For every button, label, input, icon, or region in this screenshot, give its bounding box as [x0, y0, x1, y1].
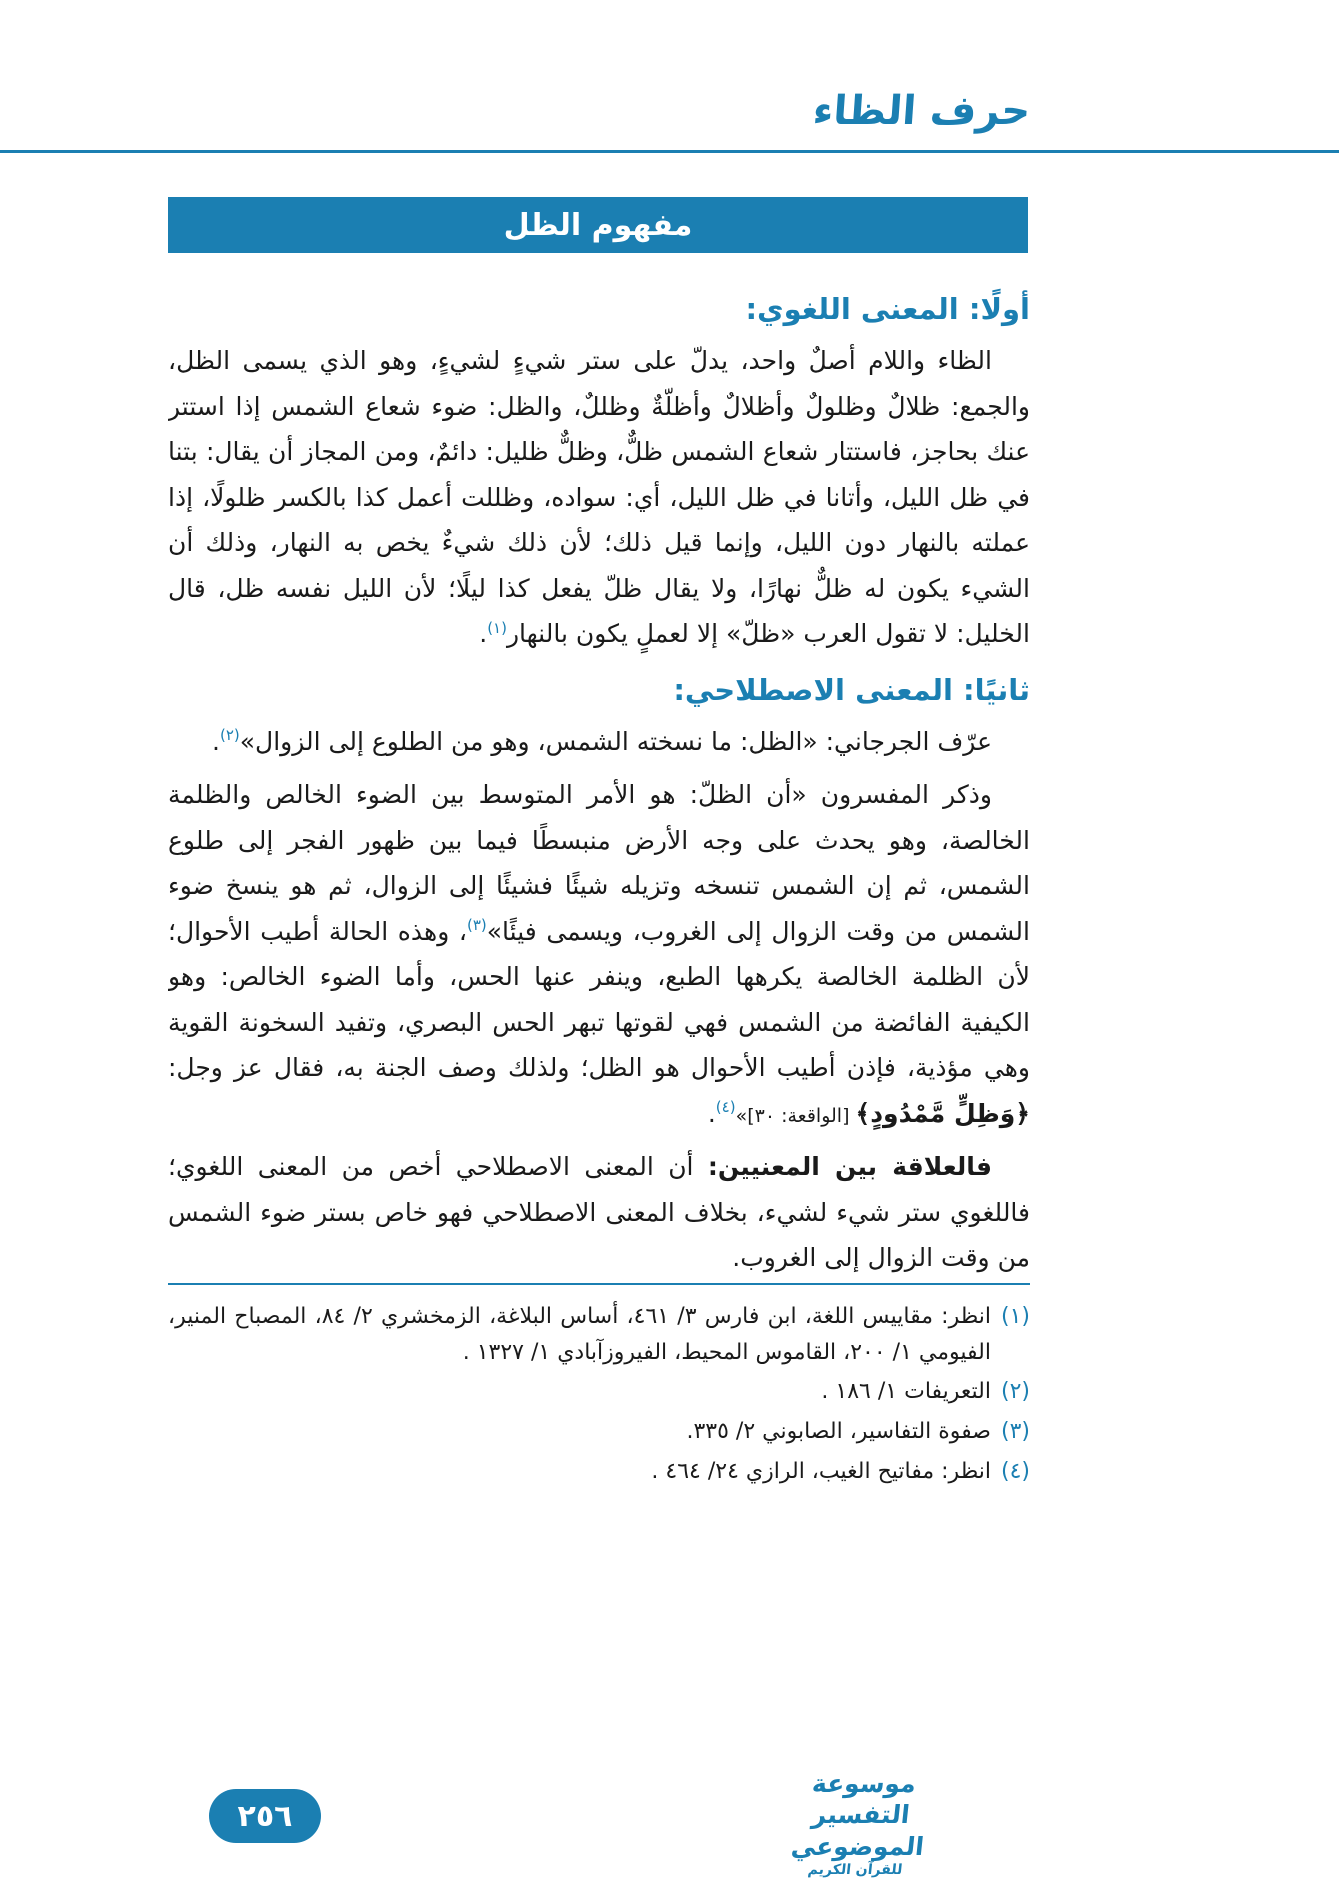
footnote-marker: (٢)	[1000, 1379, 1030, 1405]
footnote-item	[168, 1374, 1030, 1410]
publisher-emblem	[754, 1768, 966, 1878]
footnote-marker: (٣)	[1000, 1418, 1030, 1444]
sentence-period: .	[479, 619, 488, 648]
footnote-ref-1: (١)	[487, 618, 507, 637]
page-number-badge	[209, 1789, 321, 1843]
publisher-emblem-title: موسوعة التفسير الموضوعي	[789, 1769, 926, 1861]
paragraph-mufassirun-part-b: ، وهذه الحالة أطيب الأحوال؛ لأن الظلمة الخالصة يكرهها الطبع، وينفر عنها الحس، وأما الضوء الخالص: وهو الكيفية الفائضة من الشمس فهي لقوتها تبهر الحس البصري، وتفيد السخونة القوية وهي مؤذية، فإذن أطيب الأحوال هو الظل؛ ولذلك وصف الجنة به، فقال عز وجل:	[168, 916, 1030, 1082]
paragraph-mufassirun	[168, 772, 1030, 1136]
footnote-ref-3: (٣)	[466, 916, 487, 935]
footnote-item	[168, 1454, 1030, 1490]
chapter-heading-calligraphy: حرف الظاء	[811, 88, 1032, 134]
footnote-item	[168, 1299, 1030, 1370]
paragraph-jurjani-text: عرّف الجرجاني: «الظل: ما نسخته الشمس، وهو من الطلوع إلى الزوال»	[239, 726, 992, 756]
publisher-emblem-subtitle: للقرآن الكريم	[806, 1861, 904, 1878]
footnote-item	[168, 1414, 1030, 1450]
footnote-text: انظر: مفاتيح الغيب، الرازي ٢٤/ ٤٦٤ .	[651, 1458, 991, 1484]
footnote-marker: (٤)	[1000, 1458, 1030, 1484]
footnote-text: صفوة التفاسير، الصابوني ٢/ ٣٣٥.	[686, 1418, 991, 1444]
article-body	[168, 276, 1030, 1278]
footnote-text: انظر: مقاييس اللغة، ابن فارس ٣/ ٤٦١، أساس البلاغة، الزمخشري ٢/ ٨٤، المصباح المنير، الفيومي ١/ ٢٠٠، القاموس المحيط، الفيروزآبادي ١/ ١٣٢٧ .	[168, 1304, 991, 1365]
footnote-marker: (١)	[1000, 1304, 1030, 1329]
sentence-period: .	[707, 1098, 716, 1128]
footnote-ref-4: (٤)	[715, 1098, 736, 1117]
section-title-text: مفهوم الظل	[503, 207, 693, 243]
page-number: ٢٥٦	[237, 1798, 293, 1834]
paragraph-relation	[168, 1144, 1030, 1278]
paragraph-jurjani-definition	[168, 719, 1030, 765]
paragraph-mufassirun-part-a: وذكر المفسرون «أن الظلّ: هو الأمر المتوسط بين الضوء الخالص والظلمة الخالصة، وهو يحدث على وجه الأرض منبسطًا فيما بين ظهور الفجر إلى طلوع الشمس، ثم إن الشمس تنسخه وتزيله شيئًا فشيئًا إلى الزوال، ثم هو ينسخ ضوء الشمس من وقت الزوال إلى الغروب، ويسمى فيئًا»	[168, 780, 1030, 946]
relation-text: أن المعنى الاصطلاحي أخص من المعنى اللغوي؛ فاللغوي ستر شيء لشيء، بخلاف المعنى الاصطلاحي فهو خاص بستر ضوء الشمس من وقت الزوال إلى الغروب.	[168, 1152, 1030, 1272]
header-divider	[0, 150, 1339, 153]
paragraph-linguistic-text: الظاء واللام أصلٌ واحد، يدلّ على ستر شيءٍ لشيءٍ، وهو الذي يسمى الظل، والجمع: ظلالٌ وظلولٌ وأظلالٌ وأظلّةٌ وظللٌ، والظل: ضوء شعاع الشمس إذا استتر عنك بحاجز، فاستتار شعاع الشمس ظلٌّ، وظلٌّ ظليل: دائمٌ، ومن المجاز أن يقال: بتنا في ظل الليل، وأتانا في ظل الليل، أي: سواده، وظللت أعمل كذا بالكسر ظلولًا، إذا عملته بالنهار دون الليل، وإنما قيل ذلك؛ لأن ذلك شيءٌ يخص به النهار، وذلك أن الشيء يكون له ظلٌّ نهارًا، ولا يقال ظلّ يفعل كذا ليلًا؛ لأن الليل نفسه ظل، قال الخليل: لا تقول العرب «ظلّ» إلا لعملٍ يكون بالنهار	[168, 346, 1030, 648]
heading-linguistic-meaning: أولًا: المعنى اللغوي:	[745, 292, 1030, 326]
heading-terminological-meaning: ثانيًا: المعنى الاصطلاحي:	[673, 672, 1030, 707]
footnote-ref-2: (٢)	[219, 726, 240, 745]
verse-reference: [الواقعة: ٣٠]»	[735, 1104, 856, 1127]
relation-lead-in: فالعلاقة بين المعنيين:	[707, 1152, 992, 1181]
quran-verse: ﴿وَظِلٍّ مَّمْدُودٍ﴾	[855, 1098, 1030, 1128]
footnote-text: التعريفات ١/ ١٨٦ .	[821, 1379, 991, 1405]
paragraph-linguistic	[168, 338, 1030, 657]
section-title-banner	[168, 197, 1028, 253]
sentence-period: .	[212, 726, 220, 756]
footnotes-section	[168, 1283, 1030, 1493]
